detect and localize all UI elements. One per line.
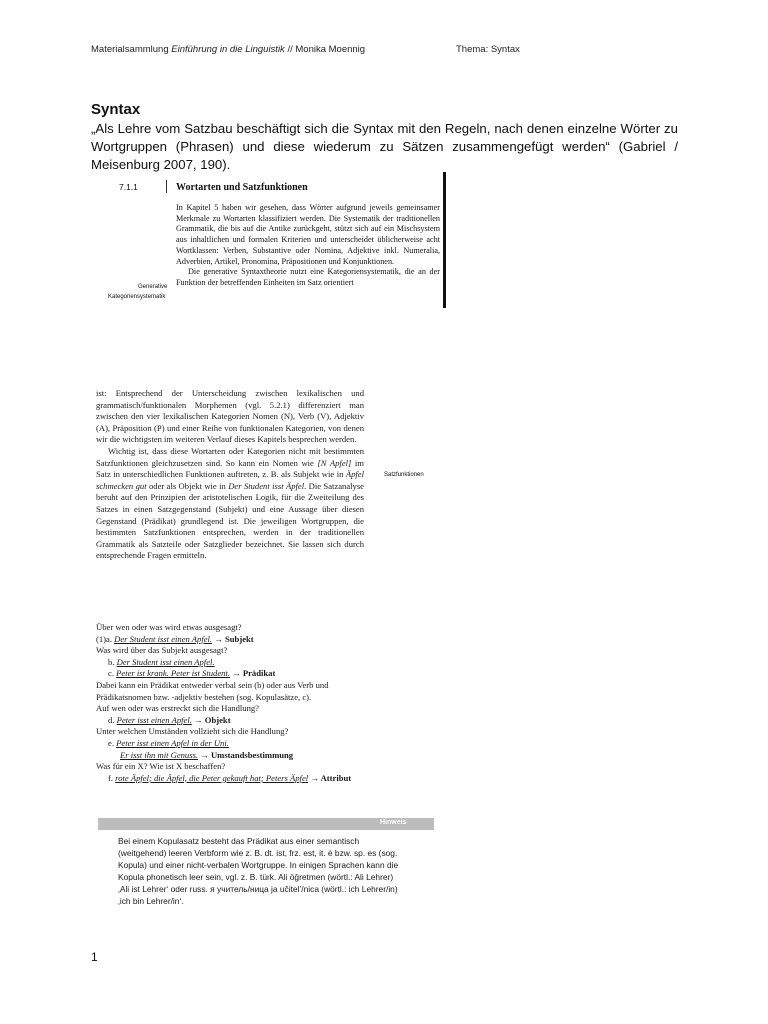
example-label: (1)a. xyxy=(96,633,112,644)
header-author: // Monika Moennig xyxy=(287,44,366,55)
example-item xyxy=(96,715,386,727)
example-label: d. xyxy=(108,714,115,725)
note: Dabei kann ein Prädikat entweder verbal sein (b) oder aus Verb und Prädikatsnomen bzw. -adjektiv bestehen (sog. Kopulasätze, c). xyxy=(96,679,329,702)
example-sentence: Peter ist krank. Peter ist Student. xyxy=(116,668,230,679)
function-label: → Umstandsbestimmung xyxy=(200,749,294,760)
question: Auf wen oder was erstreckt sich die Handlung? xyxy=(96,703,259,714)
example-item xyxy=(96,773,386,785)
example-item xyxy=(96,750,386,762)
excerpt-section-number: 7.1.1 xyxy=(119,182,138,192)
example-label: e. xyxy=(108,737,114,748)
question: Was wird über das Subjekt ausgesagt? xyxy=(96,645,228,656)
text-run: im Satz in unterschiedlichen Funktionen auftreten, z. B. als Subjekt wie in xyxy=(96,457,364,480)
excerpt-body xyxy=(96,388,364,562)
margin-note: Kategoriensystematik xyxy=(108,294,166,300)
excerpt-section-title: Wortarten und Satzfunktionen xyxy=(176,182,308,193)
text-run: Wichtig ist, dass diese Wortarten oder Kategorien nicht mit bestimmten Satzfunktionen gleichzusetzen sind. So kann ein Nomen wie xyxy=(96,445,364,468)
book-excerpt-1 xyxy=(98,172,446,310)
text-run: oder als Objekt wie in xyxy=(146,480,229,491)
example-sentence: Der Student isst einen Apfel. xyxy=(116,656,215,667)
excerpt-paragraph: Die generative Syntaxtheorie nutzt eine Kategoriensystematik, die an der Funktion der betreffenden Einheiten im Satz orientiert xyxy=(176,267,440,287)
example-sentence: rote Äpfel; die Äpfel, die Peter gekauft hat; Peters Äpfel xyxy=(115,772,309,783)
header-topic: Thema: Syntax xyxy=(456,44,520,55)
excerpt-paragraph: In Kapitel 5 haben wir gesehen, dass Wörter aufgrund jeweils gemeinsamer Merkmale zu Wortarten klassifiziert werden. Die Systematik der traditionellen Grammatik, die bis auf die Antike zurückgeht, stützt sich auf ein Mischsystem aus inhaltlichen und formalen Kriterien und unterscheidet üblicherweise acht Wortklassen: Verben, Substantive oder Nomina, Adjektive inkl. Numeralia, Adverbien, Artikel, Pronomina, Präpositionen und Konjunktionen. xyxy=(176,203,440,266)
hinweis-label: Hinweis xyxy=(380,819,407,826)
page-number: 1 xyxy=(91,950,98,964)
header-prefix: Materialsammlung xyxy=(91,44,169,55)
example-phrase: Äpfel schmecken gut xyxy=(96,469,364,491)
margin-note: Satzfunktionen xyxy=(384,472,424,478)
example-phrase: Der Student isst Äpfel xyxy=(228,480,305,491)
hinweis-bar xyxy=(98,818,434,830)
hinweis-text: Bei einem Kopulasatz besteht das Prädikat aus einer semantisch (weitgehend) leeren Verbform wie z. B. dt. ist, frz. est, it. è bzw. sp. es (sog. Kopula) und einer nicht-verbalen Wortgruppe. In einigen Sprachen kann die Kopula phonetisch leer sein, vgl. z. B. türk. Ali öğretmen (wörtl.: Ali Lehrer) ‚Ali ist Lehrer‘ oder russ. я учитель/ница ja učitel’/nica (wörtl.: ich Lehrer/in) ‚ich bin Lehrer/in‘. xyxy=(118,836,399,906)
margin-note: Generative xyxy=(138,284,168,290)
example-sentence: Peter isst einen Apfel in der Uni. xyxy=(116,737,229,748)
example-label: f. xyxy=(108,772,114,783)
function-label: → Subjekt xyxy=(214,633,254,644)
example-label: b. xyxy=(108,656,115,667)
example-item xyxy=(96,634,386,646)
header-left xyxy=(91,44,365,55)
function-label: → Objekt xyxy=(194,714,231,725)
example-sentence: Peter isst einen Apfel. xyxy=(116,714,192,725)
bracket-notation: [N Apfel] xyxy=(317,457,352,468)
question: Unter welchen Umständen vollzieht sich die Handlung? xyxy=(96,726,289,737)
book-excerpt-2 xyxy=(96,388,446,562)
function-label: → Attribut xyxy=(310,772,352,783)
question: Was für ein X? Wie ist X beschaffen? xyxy=(96,761,226,772)
example-item xyxy=(96,657,386,669)
example-item xyxy=(96,668,386,680)
example-sentence: Er isst ihn mit Genuss. xyxy=(120,749,199,760)
text-run: . Die Satzanalyse beruht auf den Prinzipien der aristotelischen Logik, für die Zweiteilung des Satzes in einen Satzgegenstand (Subjekt) und eine Aussage über diesen Gegenstand (Prädikat) grundlegend ist. Die jeweiligen Wortgruppen, die bestimmten Satzfunktionen entsprechen, werden in der traditionellen Grammatik als Satzteile oder Satzglieder bezeichnet. Sie lassen sich durch entsprechende Fragen ermitteln. xyxy=(96,480,364,561)
section-divider xyxy=(166,180,167,193)
example-sentence: Der Student isst einen Apfel. xyxy=(114,633,213,644)
example-item xyxy=(96,738,386,750)
example-list xyxy=(96,622,386,784)
question: Über wen oder was wird etwas ausgesagt? xyxy=(96,622,242,632)
section-title: Syntax xyxy=(91,101,141,118)
example-label: c. xyxy=(108,668,114,679)
definition-quote: „Als Lehre vom Satzbau beschäftigt sich die Syntax mit den Regeln, nach denen einzelne Wörter zu Wortgruppen (Phrasen) und diese wiederum zu Sätzen zusammengefügt werden“ (Gabriel / Meisenburg 2007, 190). xyxy=(91,121,678,172)
function-label: → Prädikat xyxy=(232,668,276,679)
page-edge-bar xyxy=(443,172,446,308)
header-course-title: Einführung in die Linguistik xyxy=(171,44,285,55)
excerpt-paragraph: ist: Entsprechend der Unterscheidung zwischen lexikalischen und grammatisch/funktionalen Morphemen (vgl. 5.2.1) differenziert man zwischen den vier lexikalischen Kategorien Nomen (N), Verb (V), Adjektiv (A), Präposition (P) und einer Reihe von funktionalen Kategorien, von denen wir die wichtigsten im weiteren Verlauf dieses Kapitels besprechen werden. xyxy=(96,388,364,445)
excerpt-body xyxy=(176,203,440,289)
excerpt-paragraph xyxy=(96,446,364,562)
